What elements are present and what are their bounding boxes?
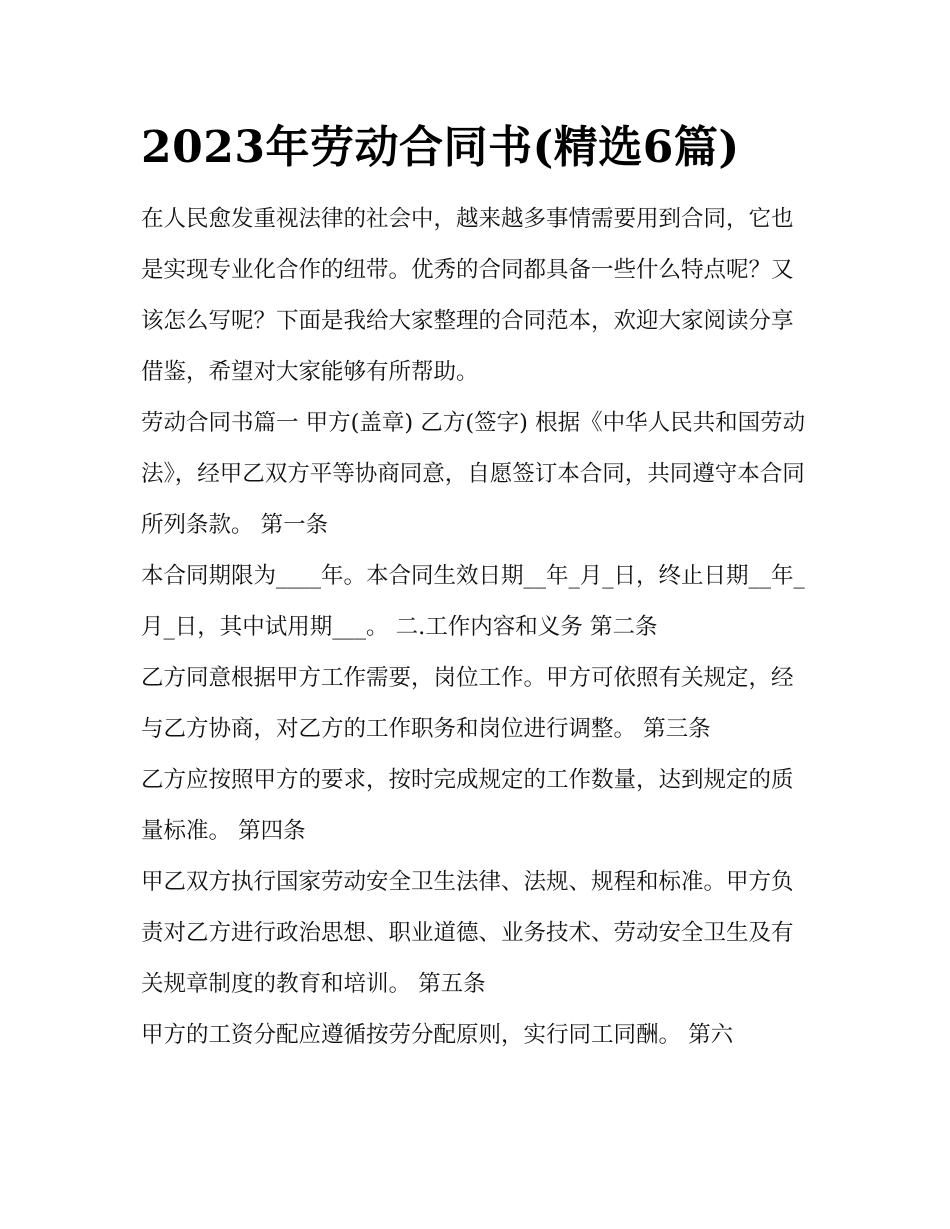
document-page [141, 118, 813, 1061]
contract-opening-paragraph: 劳动合同书篇一 甲方(盖章) 乙方(签字) 根据《中华人民共和国劳动法》，经甲乙双方平等协商同意，自愿签订本合同，共同遵守本合同所列条款。 第一条 [141, 410, 806, 538]
document-body [141, 194, 813, 1061]
contract-term-paragraph: 本合同期限为____年。本合同生效日期__年_月_日，终止日期__年_月_日，其中试用期___。 二.工作内容和义务 第二条 [141, 563, 805, 640]
article-5-paragraph: 甲方的工资分配应遵循按劳分配原则，实行同工同酬。 第六 [141, 1022, 734, 1048]
document-title: 2023年劳动合同书(精选6篇) [141, 122, 740, 173]
article-4-paragraph: 甲乙双方执行国家劳动安全卫生法律、法规、规程和标准。甲方负责对乙方进行政治思想、职业道德、业务技术、劳动安全卫生及有关规章制度的教育和培训。 第五条 [141, 869, 794, 997]
intro-paragraph: 在人民愈发重视法律的社会中，越来越多事情需要用到合同，它也是实现专业化合作的纽带。优秀的合同都具备一些什么特点呢？又该怎么写呢？下面是我给大家整理的合同范本，欢迎大家阅读分享借鉴，希望对大家能够有所帮助。 [141, 206, 794, 385]
article-3-paragraph: 乙方应按照甲方的要求，按时完成规定的工作数量，达到规定的质量标准。 第四条 [141, 767, 794, 844]
article-2-paragraph: 乙方同意根据甲方工作需要，岗位工作。甲方可依照有关规定，经与乙方协商，对乙方的工作职务和岗位进行调整。 第三条 [141, 665, 794, 742]
